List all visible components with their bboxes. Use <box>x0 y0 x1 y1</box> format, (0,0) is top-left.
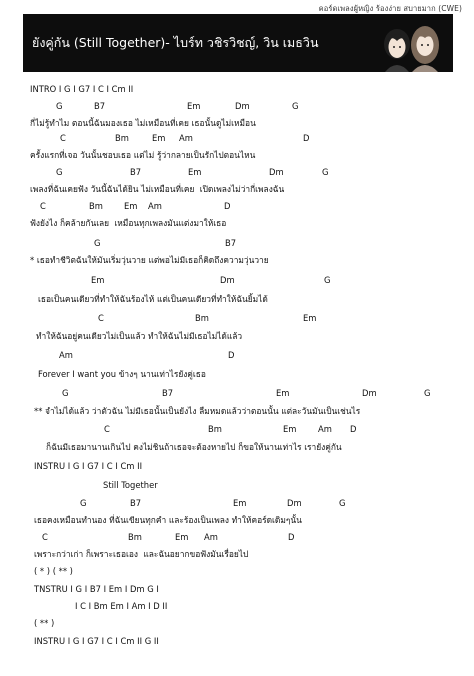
chord: Em <box>152 133 166 143</box>
chord: G <box>339 498 346 508</box>
chord: D <box>303 133 310 143</box>
lyric-line <box>0 216 474 230</box>
chord: Am <box>179 133 193 143</box>
intro-line <box>0 82 474 96</box>
lyric-text: เธอเป็นคนเดียวที่ทำให้ฉันร้องไห้ แต่เป็นคนเดียวที่ทำให้ฉันยิ้มได้ <box>38 294 268 304</box>
chord: Am <box>318 424 332 434</box>
intro-chords: INTRO I G I G7 I C I Cm II <box>30 84 134 94</box>
chord: Bm <box>115 133 129 143</box>
chord: D <box>228 350 235 360</box>
lyric-text: ครั้งแรกที่เจอ วันนั้นชอบเธอ แต่ไม่ รู้ว่ากลายเป็นรักไปตอนไหน <box>30 150 256 160</box>
chord: Em <box>124 201 138 211</box>
lyric-line <box>0 513 474 527</box>
chord: Em <box>233 498 247 508</box>
page-caption: คอร์ดเพลงผู้หญิง ร้องง่าย สบายมาก (CWE) <box>318 4 462 13</box>
chord: C <box>60 133 66 143</box>
lyric-text: กี่ไม่รู้ทำไม ตอนนี้ฉันมองเธอ ไม่เหมือนที่เคย เธอนั้นดูไม่เหมือน <box>30 118 256 128</box>
chord: Em <box>303 313 317 323</box>
repeat-marker: ( * ) ( ** ) <box>34 566 73 576</box>
lyric-line <box>0 182 474 196</box>
chord: Am <box>204 532 218 542</box>
instru-line <box>0 582 474 596</box>
chord: Dm <box>362 388 377 398</box>
chord-row <box>0 530 474 544</box>
instru-chords: INSTRU I G I G7 I C I Cm II <box>34 461 143 471</box>
chord: B7 <box>130 498 142 508</box>
chord: Bm <box>208 424 222 434</box>
chord: B7 <box>130 167 142 177</box>
chord-row <box>0 236 474 250</box>
chord-row <box>0 386 474 400</box>
chord: D <box>288 532 295 542</box>
chord: D <box>224 201 231 211</box>
chord: Em <box>175 532 189 542</box>
chord: D <box>350 424 357 434</box>
lyric-text: Forever I want you ข้างๆ นานเท่าไรยังคู่เธอ <box>38 369 206 379</box>
instru-chords: INSTRU I G I G7 I C I Cm II G II <box>34 636 159 646</box>
chord: C <box>104 424 110 434</box>
chord-row <box>0 199 474 213</box>
instru-line <box>0 459 474 473</box>
chord: Dm <box>235 101 250 111</box>
chord: G <box>80 498 87 508</box>
chord: C <box>42 532 48 542</box>
lyric-line <box>0 292 474 306</box>
instru-line <box>0 599 474 613</box>
repeat-line <box>0 564 474 578</box>
chord-row <box>0 422 474 436</box>
chord: G <box>424 388 431 398</box>
chord: G <box>324 275 331 285</box>
chord: B7 <box>225 238 237 248</box>
still-together-line <box>0 478 474 492</box>
lyric-line <box>0 440 474 454</box>
chord: B7 <box>94 101 106 111</box>
chord: Dm <box>287 498 302 508</box>
chord: G <box>322 167 329 177</box>
chord: Em <box>283 424 297 434</box>
instru-chords: I C I Bm Em I Am I D II <box>75 601 168 611</box>
chord: Em <box>276 388 290 398</box>
lyric-text: * เธอทำชีวิตฉันให้มันเริ่มวุ่นวาย แต่พอไม่มีเธอก็คิดถึงความวุ่นวาย <box>30 255 269 265</box>
lyric-text: เพราะกว่าเก่า ก็เพราะเธอเอง และฉันอยากขอฟังมันเรื่อยไป <box>34 549 249 559</box>
chord-row <box>0 273 474 287</box>
lyric-text: ก็ฉันมีเธอมานานเกินไป คงไม่ชินถ้าเธอจะต้องหายไป ก็ขอให้นานเท่าไร เรายังคู่กัน <box>46 442 342 452</box>
still-together-text: Still Together <box>103 480 158 490</box>
chord-row <box>0 131 474 145</box>
chord: Em <box>187 101 201 111</box>
chord: G <box>56 101 63 111</box>
lyric-line <box>0 329 474 343</box>
lyric-line <box>0 404 474 418</box>
lyric-line <box>0 547 474 561</box>
chord: Am <box>148 201 162 211</box>
repeat-marker: ( ** ) <box>34 618 55 628</box>
lyric-text: เธอคงเหมือนทำนอง ที่ฉันเขียนทุกคำ และร้องเป็นเพลง ทำให้คอร์ดเดิมๆนั้น <box>34 515 302 525</box>
chord: Am <box>59 350 73 360</box>
chord: Dm <box>220 275 235 285</box>
lyric-line <box>0 148 474 162</box>
chord: Em <box>91 275 105 285</box>
chord: Dm <box>269 167 284 177</box>
chord: B7 <box>162 388 174 398</box>
chord: C <box>40 201 46 211</box>
chord-row <box>0 165 474 179</box>
chord-row <box>0 311 474 325</box>
chord: C <box>98 313 104 323</box>
lyric-text: เพลงที่ฉันเคยฟัง วันนี้ฉันได้ยิน ไม่เหมือนที่เคย เปิดเพลงไม่ว่ากี่เพลงฉัน <box>30 184 285 194</box>
chord: G <box>62 388 69 398</box>
instru-line <box>0 634 474 648</box>
chord: Bm <box>89 201 103 211</box>
lyric-line <box>0 116 474 130</box>
lyric-text: ** จำไม่ได้แล้ว ว่าตัวฉัน ไม่มีเธอนั้นเป็นยังไง ลืมหมดแล้วว่าตอนนั้น แต่ละวันมันเป็นเช่นไร <box>34 406 361 416</box>
chord: Bm <box>195 313 209 323</box>
chord: G <box>292 101 299 111</box>
chord: G <box>56 167 63 177</box>
chord-row <box>0 99 474 113</box>
repeat-line <box>0 616 474 630</box>
chord-row <box>0 496 474 510</box>
lyric-text: ทำให้ฉันอยู่คนเดียวไม่เป็นแล้ว ทำให้ฉันไม่มีเธอไม่ได้แล้ว <box>36 331 243 341</box>
instru-chords: TNSTRU I G I B7 I Em I Dm G I <box>34 584 159 594</box>
lyric-line <box>0 253 474 267</box>
lyric-text: ฟังยังไง ก็คล้ายกันเลย เหมือนทุกเพลงมันแต่งมาให้เธอ <box>30 218 227 228</box>
chord: Bm <box>128 532 142 542</box>
song-title: ยังคู่กัน (Still Together)- ไบร์ท วชิรวิชญ์, วิน เมธวิน <box>32 35 319 50</box>
lyric-line <box>0 367 474 381</box>
chord: Em <box>188 167 202 177</box>
chord-row <box>0 348 474 362</box>
chord: G <box>94 238 101 248</box>
